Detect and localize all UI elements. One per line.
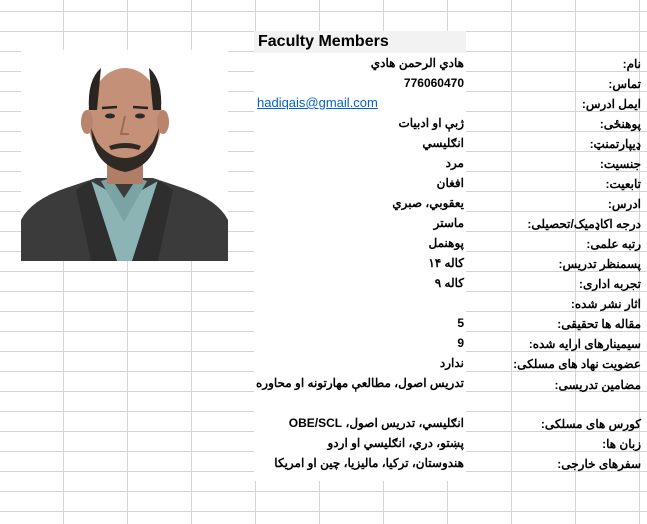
admin-exp-label: تجربه اداری: bbox=[578, 277, 641, 291]
gender-value: مرد bbox=[445, 156, 464, 170]
nationality-label: تابعیت: bbox=[605, 177, 641, 191]
rank-value: پوهنمل bbox=[428, 236, 464, 250]
subjects-value: تدريس اصول، مطالعې مهارتونه او محاوره bbox=[256, 376, 464, 390]
contact-value: 776060470 bbox=[403, 76, 464, 90]
faculty-label: پوهنځی: bbox=[599, 117, 641, 131]
degree-label: درجه اکاډمیک/تحصیلی: bbox=[527, 217, 641, 231]
membership-label: عضویت نهاد های مسلکی: bbox=[513, 357, 641, 371]
teaching-exp-label: پسمنظر تدریس: bbox=[558, 257, 641, 271]
courses-label: کورس های مسلکی: bbox=[540, 417, 641, 431]
name-label: نام: bbox=[622, 57, 641, 71]
gender-label: جنسیت: bbox=[599, 157, 641, 171]
languages-value: پښتو، دري، انګليسي او اردو bbox=[327, 436, 464, 450]
teaching-exp-value: کاله ۱۴ bbox=[428, 256, 464, 270]
contact-label: تماس: bbox=[608, 77, 641, 91]
email-label: ایمل ادرس: bbox=[581, 97, 641, 111]
address-value: يعقوبي، صبري bbox=[392, 196, 464, 210]
nationality-value: افغان bbox=[436, 176, 464, 190]
page-title: Faculty Members bbox=[258, 33, 389, 50]
department-value: انګليسي bbox=[422, 136, 464, 150]
faculty-value: ژبې او ادبيات bbox=[398, 116, 464, 130]
articles-label: مقاله ها تحقیقی: bbox=[557, 317, 641, 331]
address-label: ادرس: bbox=[607, 197, 641, 211]
articles-value: 5 bbox=[457, 316, 464, 330]
publications-label: اثار نشر شده: bbox=[570, 297, 641, 311]
membership-value: ندارد bbox=[439, 356, 464, 370]
email-link[interactable]: hadiqais@gmail.com bbox=[257, 95, 378, 110]
degree-value: ماستر bbox=[433, 216, 464, 230]
courses-value: انګليسي، تدريس اصول، OBE/SCL bbox=[288, 416, 464, 430]
admin-exp-value: کاله ۹ bbox=[434, 276, 464, 290]
seminars-label: سیمینارهای ارایه شده: bbox=[528, 337, 641, 351]
subjects-label: مضامین تدریسی: bbox=[554, 378, 641, 392]
seminars-value: 9 bbox=[457, 336, 464, 350]
travel-value: هندوستان، ترکيا، ماليزيا، چين او امريکا bbox=[274, 456, 464, 470]
name-value: هادي الرحمن هادي bbox=[370, 56, 464, 70]
portrait-icon bbox=[21, 50, 228, 261]
languages-label: زبان ها: bbox=[602, 437, 641, 451]
faculty-photo bbox=[21, 50, 228, 261]
rank-label: رتبه علمی: bbox=[586, 237, 641, 251]
department-label: ډيپارتمنټ: bbox=[589, 137, 641, 151]
travel-label: سفرهای خارجی: bbox=[557, 457, 641, 471]
